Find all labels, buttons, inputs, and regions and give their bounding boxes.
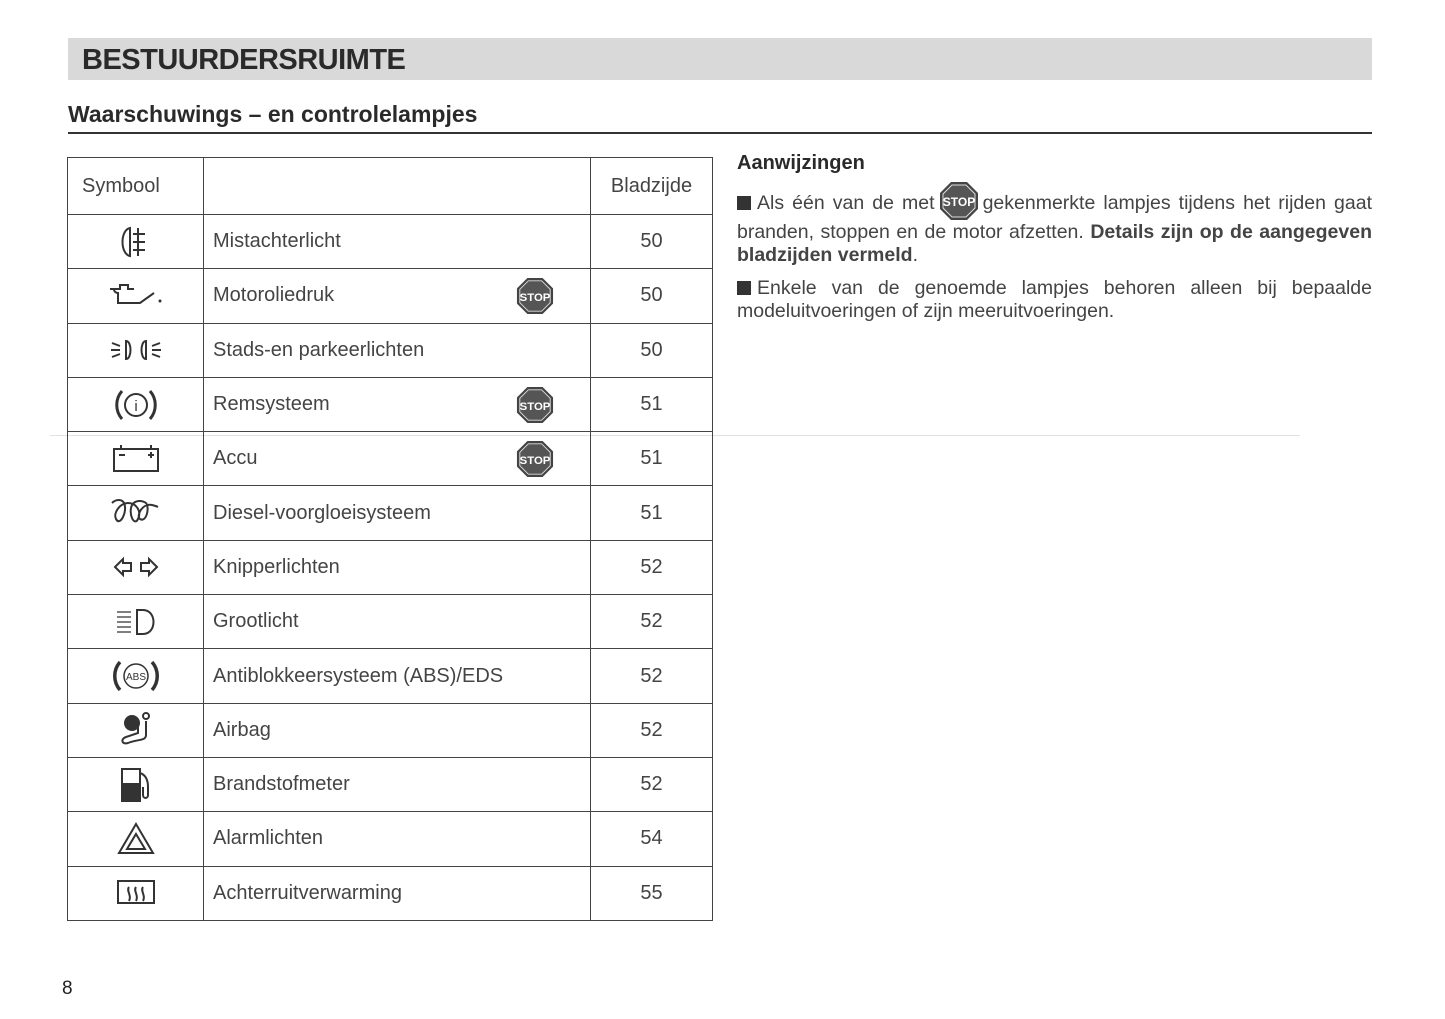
lamp-label: Alarmlichten — [213, 827, 324, 850]
note-paragraph: Als één van de met STOP gekenmerkte lampjes tijdens het rijden gaat branden, stoppen en de motor afzetten. Details zijn op de aangegeven bladzijden vermeld. — [737, 181, 1372, 267]
lamp-label: Brandstofmeter — [213, 773, 350, 796]
symbol-cell — [68, 812, 204, 866]
section-banner — [68, 38, 1372, 80]
warning-lights-table — [67, 157, 713, 921]
lamp-label: Grootlicht — [213, 610, 299, 633]
symbol-cell — [68, 703, 204, 757]
page-cell: 55 — [591, 866, 713, 920]
description-cell — [204, 432, 591, 486]
svg-text:STOP: STOP — [519, 454, 551, 467]
bullet-square-icon — [737, 281, 751, 295]
brake-system-icon — [68, 387, 203, 423]
page-cell: 50 — [591, 215, 713, 269]
battery-icon — [68, 443, 203, 475]
bullet-square-icon — [737, 196, 751, 210]
page-cell: 50 — [591, 269, 713, 323]
turn-signal-icon — [68, 555, 203, 579]
table-row — [68, 269, 713, 323]
stop-icon — [516, 277, 554, 315]
table-row — [68, 812, 713, 866]
svg-text:STOP: STOP — [519, 291, 551, 304]
airbag-icon — [68, 711, 203, 749]
column-header-page: Bladzijde — [591, 158, 713, 215]
table-row — [68, 757, 713, 811]
table-row — [68, 866, 713, 920]
table-row — [68, 649, 713, 703]
table-header-row — [68, 158, 713, 215]
svg-text:i: i — [133, 397, 138, 415]
lamp-label: Antiblokkeersysteem (ABS)/EDS — [213, 664, 504, 687]
table-row — [68, 377, 713, 431]
high-beam-icon — [68, 606, 203, 638]
lamp-label: Knipperlichten — [213, 555, 340, 578]
glow-plug-icon — [68, 497, 203, 529]
page-cell: 52 — [591, 595, 713, 649]
column-header-description — [204, 158, 591, 215]
symbol-cell — [68, 649, 204, 703]
svg-text:STOP: STOP — [942, 195, 975, 209]
notes-section — [737, 152, 1372, 333]
symbol-cell — [68, 486, 204, 540]
page-number: 8 — [62, 978, 73, 999]
lamp-label: Accu — [213, 447, 258, 470]
description-cell — [204, 269, 591, 323]
notes-title: Aanwijzingen — [737, 152, 865, 174]
lamp-label: Motoroliedruk — [213, 284, 335, 307]
page-cell: 51 — [591, 486, 713, 540]
symbol-cell — [68, 757, 204, 811]
page-subtitle: Waarschuwings – en controlelampjes — [68, 101, 478, 127]
table-row — [68, 486, 713, 540]
description-cell — [204, 215, 591, 269]
description-cell — [204, 866, 591, 920]
table-row — [68, 540, 713, 594]
stop-icon — [939, 181, 979, 221]
lamp-label: Airbag — [213, 718, 271, 741]
table-row — [68, 432, 713, 486]
page-cell: 54 — [591, 812, 713, 866]
description-cell — [204, 540, 591, 594]
divider — [68, 132, 1372, 134]
symbol-cell — [68, 215, 204, 269]
page-cell: 52 — [591, 649, 713, 703]
page-cell: 50 — [591, 323, 713, 377]
symbol-cell — [68, 323, 204, 377]
parking-lights-icon — [68, 335, 203, 365]
symbol-cell — [68, 866, 204, 920]
table-row — [68, 215, 713, 269]
hazard-lights-icon — [68, 821, 203, 857]
description-cell — [204, 377, 591, 431]
svg-text:ABS: ABS — [125, 672, 146, 684]
description-cell — [204, 595, 591, 649]
stop-icon — [516, 440, 554, 478]
lamp-label: Diesel-voorgloeisysteem — [213, 501, 431, 524]
rear-fog-light-icon — [68, 224, 203, 260]
symbol-cell — [68, 377, 204, 431]
description-cell — [204, 323, 591, 377]
fuel-gauge-icon — [68, 765, 203, 805]
section-title: BESTUURDERSRUIMTE — [82, 44, 406, 76]
lamp-label: Mistachterlicht — [213, 230, 341, 253]
lamp-label: Achterruitverwarming — [213, 881, 402, 904]
oil-pressure-icon — [68, 281, 203, 311]
abs-icon — [68, 658, 203, 694]
page-cell: 52 — [591, 703, 713, 757]
description-cell — [204, 812, 591, 866]
table-row — [68, 595, 713, 649]
lamp-label: Remsysteem — [213, 393, 330, 416]
symbol-cell — [68, 595, 204, 649]
description-cell — [204, 703, 591, 757]
table-row — [68, 703, 713, 757]
stop-icon — [516, 386, 554, 424]
svg-text:STOP: STOP — [519, 400, 551, 413]
symbol-cell — [68, 432, 204, 486]
column-header-symbol: Symbool — [68, 158, 204, 215]
rear-window-heater-icon — [68, 877, 203, 909]
table-row — [68, 323, 713, 377]
symbol-cell — [68, 540, 204, 594]
page-cell: 51 — [591, 377, 713, 431]
description-cell — [204, 486, 591, 540]
page-cell: 52 — [591, 757, 713, 811]
note-paragraph: Enkele van de genoemde lampjes behoren alleen bij bepaalde modeluitvoeringen of zijn meeruitvoeringen. — [737, 277, 1372, 322]
description-cell — [204, 757, 591, 811]
symbol-cell — [68, 269, 204, 323]
page-cell: 51 — [591, 432, 713, 486]
description-cell — [204, 649, 591, 703]
page-cell: 52 — [591, 540, 713, 594]
lamp-label: Stads-en parkeerlichten — [213, 338, 425, 361]
